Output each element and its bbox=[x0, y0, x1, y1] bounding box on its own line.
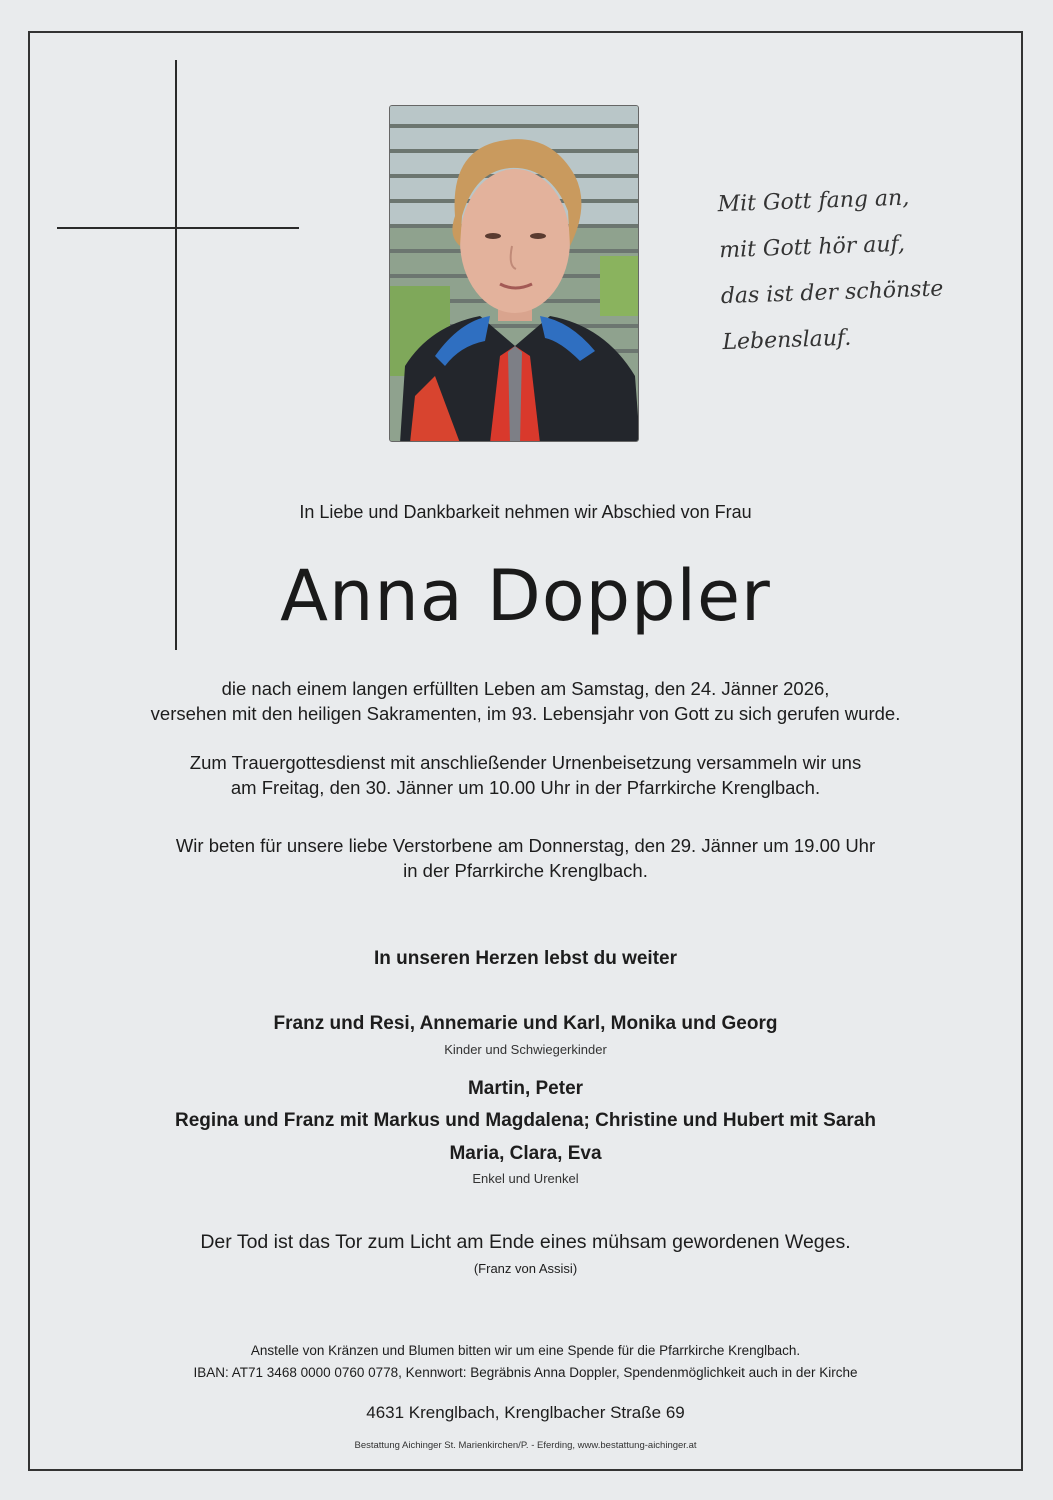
prayer-info-line: in der Pfarrkirche Krenglbach. bbox=[403, 860, 648, 881]
address: 4631 Krenglbach, Krenglbacher Straße 69 bbox=[366, 1403, 685, 1422]
funeral-info-line: am Freitag, den 30. Jänner um 10.00 Uhr in der Pfarrkirche Krenglbach. bbox=[230, 777, 821, 798]
death-notice bbox=[28, 676, 1023, 726]
donation-request: Anstelle von Kränzen und Blumen bitten wir um eine Spende für die Pfarrkirche Krenglbach. bbox=[250, 1343, 801, 1358]
portrait-photo bbox=[389, 105, 639, 442]
family-children: Franz und Resi, Annemarie und Karl, Monika und Georg bbox=[273, 1013, 778, 1034]
handwritten-quote-line: Mit Gott fang an, bbox=[717, 185, 910, 218]
heart-line: In unseren Herzen lebst du weiter bbox=[373, 948, 678, 969]
death-notice-line: versehen mit den heiligen Sakramenten, im 93. Lebensjahr von Gott zu sich gerufen wurde. bbox=[150, 703, 901, 724]
family-grandchildren-3: Maria, Clara, Eva bbox=[449, 1143, 602, 1164]
handwritten-quote-line: mit Gott hör auf, bbox=[718, 231, 906, 264]
cross-horizontal-bar bbox=[57, 227, 299, 229]
family-grandchildren-caption: Enkel und Urenkel bbox=[472, 1171, 579, 1186]
deceased-name: Anna Doppler bbox=[280, 555, 771, 637]
family-grandchildren-1: Martin, Peter bbox=[467, 1078, 584, 1099]
intro-text: In Liebe und Dankbarkeit nehmen wir Abschied von Frau bbox=[299, 502, 752, 522]
prayer-info bbox=[28, 833, 1023, 883]
footer-undertaker: Bestattung Aichinger St. Marienkirchen/P. - Eferding, www.bestattung-aichinger.at bbox=[354, 1440, 697, 1451]
closing-quote: Der Tod ist das Tor zum Licht am Ende eines mühsam gewordenen Weges. bbox=[200, 1231, 851, 1253]
funeral-info-line: Zum Trauergottesdienst mit anschließender Urnenbeisetzung versammeln wir uns bbox=[189, 752, 862, 773]
family-children-caption: Kinder und Schwiegerkinder bbox=[444, 1042, 607, 1057]
handwritten-quote-line: Lebenslauf. bbox=[722, 325, 852, 356]
prayer-info-line: Wir beten für unsere liebe Verstorbene am Donnerstag, den 29. Jänner um 19.00 Uhr bbox=[175, 835, 876, 856]
donation-iban: IBAN: AT71 3468 0000 0760 0778, Kennwort: Begräbnis Anna Doppler, Spendenmöglichkeit auch in der Kirche bbox=[193, 1365, 858, 1380]
family-grandchildren-2: Regina und Franz mit Markus und Magdalena; Christine und Hubert mit Sarah bbox=[175, 1110, 876, 1131]
funeral-info bbox=[28, 750, 1023, 800]
death-notice-line: die nach einem langen erfüllten Leben am Samstag, den 24. Jänner 2026, bbox=[221, 678, 830, 699]
closing-quote-source: (Franz von Assisi) bbox=[473, 1261, 578, 1276]
handwritten-quote-line: das ist der schönste bbox=[720, 276, 944, 310]
handwritten-quote bbox=[717, 174, 963, 366]
